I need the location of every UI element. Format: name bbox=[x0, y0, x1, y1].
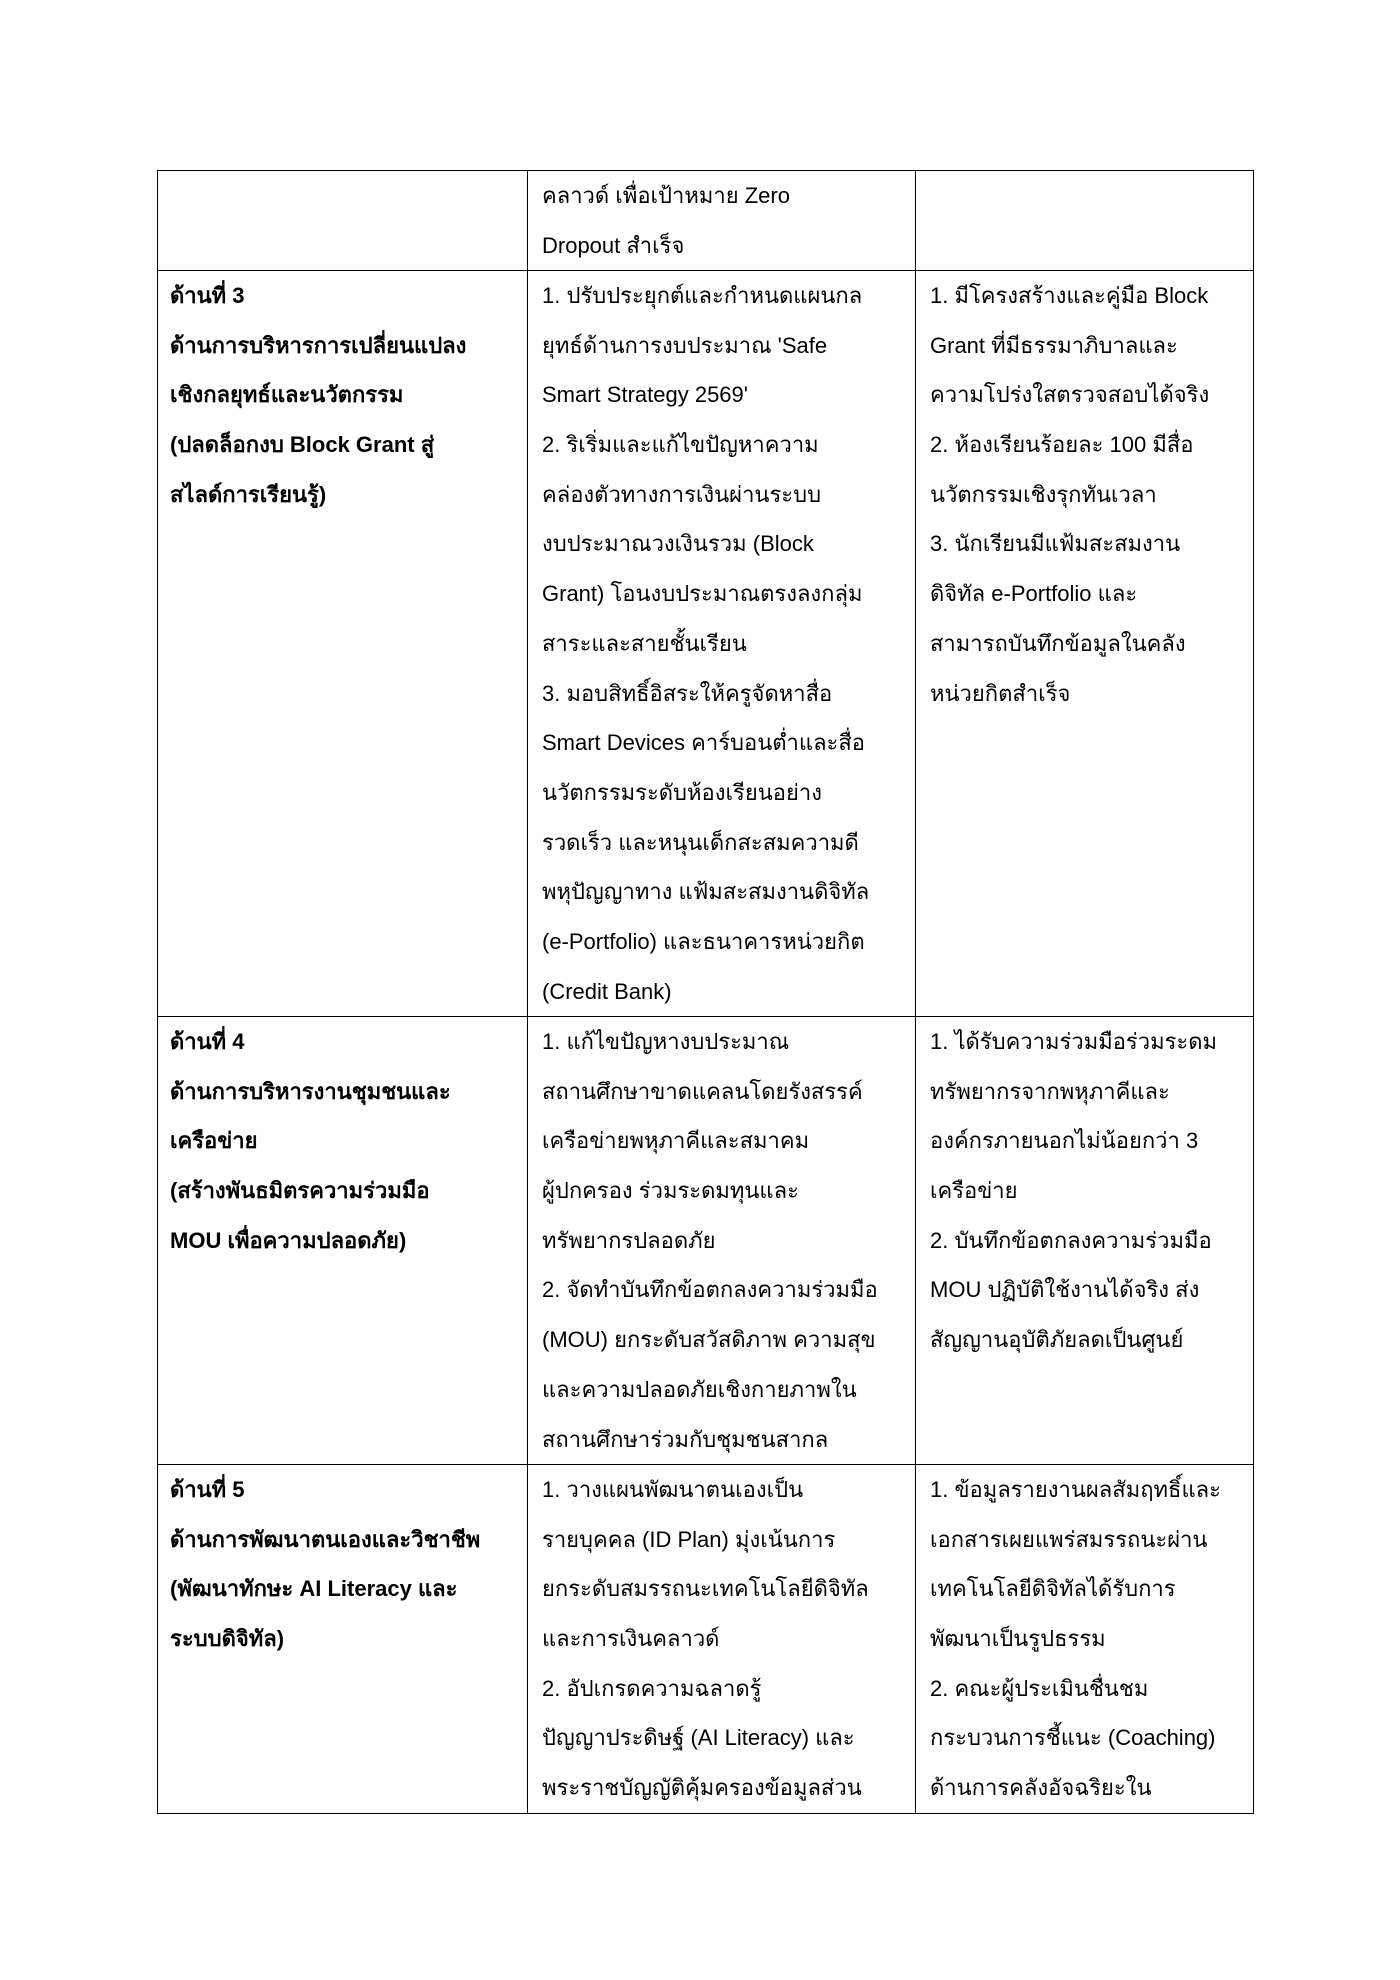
cell-line: 1. ปรับประยุกต์และกำหนดแผนกล bbox=[542, 283, 863, 308]
section-title-line: ด้านการบริหารงานชุมชนและ bbox=[170, 1078, 451, 1104]
section-heading: ด้านที่ 5 bbox=[170, 1477, 245, 1502]
section-title-line: เครือข่าย bbox=[170, 1128, 258, 1154]
cell-line: Dropout สำเร็จ bbox=[542, 232, 685, 258]
table-cell-row3-methods bbox=[528, 1465, 916, 1814]
strategy-table bbox=[157, 170, 1254, 1814]
table-cell-row2-outcomes bbox=[916, 1017, 1254, 1465]
section-title-line: เชิงกลยุทธ์และนวัตกรรม bbox=[170, 382, 404, 408]
cell-line: Grant) โอนงบประมาณตรงลงกลุ่ม bbox=[542, 581, 863, 607]
cell-line: เครือข่าย bbox=[930, 1178, 1018, 1204]
section-title-line: (ปลดล็อกงบ Block Grant สู่ bbox=[170, 432, 435, 458]
cell-line: สัญญานอุบัติภัยลดเป็นศูนย์ bbox=[930, 1327, 1184, 1353]
cell-line: เอกสารเผยแพร่สมรรถนะผ่าน bbox=[930, 1526, 1208, 1552]
cell-line: (Credit Bank) bbox=[542, 978, 672, 1004]
table-cell-row1-methods bbox=[528, 271, 916, 1017]
cell-line: พัฒนาเป็นรูปธรรม bbox=[930, 1626, 1106, 1652]
cell-line: ดิจิทัล e-Portfolio และ bbox=[930, 581, 1138, 607]
section-title-line: (สร้างพันธมิตรความร่วมมือ bbox=[170, 1178, 430, 1204]
cell-line: นวัตกรรมระดับห้องเรียนอย่าง bbox=[542, 779, 822, 805]
table-cell-row1-aspect bbox=[158, 271, 528, 1017]
cell-line: องค์กรภายนอกไม่น้อยกว่า 3 bbox=[930, 1128, 1199, 1154]
cell-line: รายบุคคล (ID Plan) มุ่งเน้นการ bbox=[542, 1526, 836, 1552]
cell-line: สถานศึกษาขาดแคลนโดยรังสรรค์ bbox=[542, 1078, 863, 1104]
cell-line: ปัญญาประดิษฐ์ (AI Literacy) และ bbox=[542, 1725, 855, 1751]
cell-line: 2. ริเริ่มและแก้ไขปัญหาความ bbox=[542, 432, 819, 458]
cell-line: พระราชบัญญัติคุ้มครองข้อมูลส่วน bbox=[542, 1775, 862, 1801]
cell-line: นวัตกรรมเชิงรุกทันเวลา bbox=[930, 481, 1157, 507]
cell-line: และการเงินคลาวด์ bbox=[542, 1626, 720, 1652]
cell-line: คล่องตัวทางการเงินผ่านระบบ bbox=[542, 481, 822, 507]
cell-line: ความโปร่งใสตรวจสอบได้จริง bbox=[930, 382, 1210, 408]
table-cell-row1-outcomes bbox=[916, 271, 1254, 1017]
section-title-line: ด้านการพัฒนาตนเองและวิชาชีพ bbox=[170, 1526, 481, 1552]
table-cell-row3-aspect bbox=[158, 1465, 528, 1814]
cell-line: 1. มีโครงสร้างและคู่มือ Block bbox=[930, 283, 1209, 308]
cell-line: (e-Portfolio) และธนาคารหน่วยกิต bbox=[542, 928, 865, 954]
cell-line: รวดเร็ว และหนุนเด็กสะสมความดี bbox=[542, 829, 859, 855]
cell-line: หน่วยกิตสำเร็จ bbox=[930, 680, 1071, 706]
cell-line: 1. ได้รับความร่วมมือร่วมระดม bbox=[930, 1029, 1217, 1054]
cell-line: พหุปัญญาทาง แฟ้มสะสมงานดิจิทัล bbox=[542, 879, 870, 905]
cell-line: 3. นักเรียนมีแฟ้มสะสมงาน bbox=[930, 531, 1181, 557]
table-cell-row0-outcomes bbox=[916, 171, 1254, 271]
section-title-line: (พัฒนาทักษะ AI Literacy และ bbox=[170, 1576, 458, 1602]
table-cell-row0-aspect bbox=[158, 171, 528, 271]
cell-line: งบประมาณวงเงินรวม (Block bbox=[542, 531, 814, 557]
section-title-line: ระบบดิจิทัล) bbox=[170, 1626, 285, 1652]
table-cell-row2-aspect bbox=[158, 1017, 528, 1465]
cell-line: สถานศึกษาร่วมกับชุมชนสากล bbox=[542, 1426, 829, 1452]
cell-line: 1. แก้ไขปัญหางบประมาณ bbox=[542, 1029, 790, 1054]
cell-line: Smart Strategy 2569' bbox=[542, 382, 748, 408]
cell-line: 1. วางแผนพัฒนาตนเองเป็น bbox=[542, 1477, 804, 1502]
table-cell-row0-methods bbox=[528, 171, 916, 271]
cell-line: 2. คณะผู้ประเมินชื่นชม bbox=[930, 1675, 1149, 1701]
cell-line: 2. จัดทำบันทึกข้อตกลงความร่วมมือ bbox=[542, 1277, 878, 1303]
section-heading: ด้านที่ 4 bbox=[170, 1029, 245, 1054]
cell-line: สามารถบันทึกข้อมูลในคลัง bbox=[930, 630, 1186, 656]
table-cell-row3-outcomes bbox=[916, 1465, 1254, 1814]
table-cell-row2-methods bbox=[528, 1017, 916, 1465]
cell-line: ผู้ปกครอง ร่วมระดมทุนและ bbox=[542, 1178, 799, 1204]
cell-line: สาระและสายชั้นเรียน bbox=[542, 630, 747, 656]
cell-line: MOU ปฏิบัติใช้งานได้จริง ส่ง bbox=[930, 1277, 1200, 1303]
cell-line: เครือข่ายพหุภาคีและสมาคม bbox=[542, 1128, 810, 1154]
section-title-line: ด้านการบริหารการเปลี่ยนแปลง bbox=[170, 332, 467, 358]
section-heading: ด้านที่ 3 bbox=[170, 283, 245, 308]
cell-line: และความปลอดภัยเชิงกายภาพใน bbox=[542, 1376, 857, 1402]
section-title-line: MOU เพื่อความปลอดภัย) bbox=[170, 1227, 407, 1253]
cell-line: 2. บันทึกข้อตกลงความร่วมมือ bbox=[930, 1227, 1212, 1253]
cell-line: ด้านการคลังอัจฉริยะใน bbox=[930, 1775, 1152, 1801]
cell-line: ทรัพยากรปลอดภัย bbox=[542, 1227, 716, 1253]
cell-line: (MOU) ยกระดับสวัสดิภาพ ความสุข bbox=[542, 1327, 876, 1353]
cell-line: 2. ห้องเรียนร้อยละ 100 มีสื่อ bbox=[930, 432, 1194, 458]
cell-line: 1. ข้อมูลรายงานผลสัมฤทธิ์และ bbox=[930, 1477, 1221, 1502]
cell-line: Smart Devices คาร์บอนต่ำและสื่อ bbox=[542, 730, 866, 756]
section-title-line: สไลด์การเรียนรู้) bbox=[170, 481, 327, 507]
cell-line: คลาวด์ เพื่อเป้าหมาย Zero bbox=[542, 183, 790, 208]
cell-line: กระบวนการชี้แนะ (Coaching) bbox=[930, 1725, 1216, 1751]
cell-line: 3. มอบสิทธิ์อิสระให้ครูจัดหาสื่อ bbox=[542, 680, 833, 706]
cell-line: 2. อัปเกรดความฉลาดรู้ bbox=[542, 1675, 762, 1701]
cell-line: Grant ที่มีธรรมาภิบาลและ bbox=[930, 332, 1178, 358]
cell-line: เทคโนโลยีดิจิทัลได้รับการ bbox=[930, 1576, 1176, 1602]
cell-line: ทรัพยากรจากพหุภาคีและ bbox=[930, 1078, 1170, 1104]
cell-line: ยกระดับสมรรถนะเทคโนโลยีดิจิทัล bbox=[542, 1576, 869, 1602]
cell-line: ยุทธ์ด้านการงบประมาณ 'Safe bbox=[542, 332, 828, 358]
